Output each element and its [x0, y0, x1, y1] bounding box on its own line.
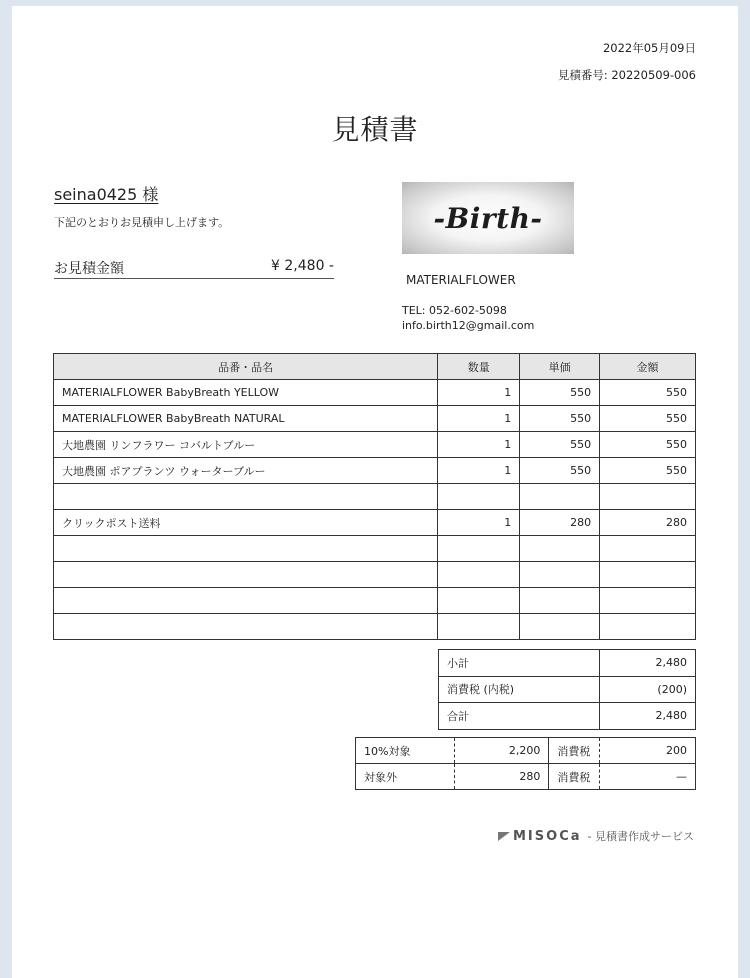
item-unit-price: 550: [520, 458, 600, 484]
total-row: [439, 703, 696, 730]
item-name: [54, 614, 438, 640]
item-quantity: [438, 562, 520, 588]
table-row: [54, 510, 696, 536]
company-name: MATERIALFLOWER: [406, 273, 516, 287]
header-item-name: 品番・品名: [54, 354, 438, 380]
item-name: 大地農園 ポアプランツ ウォーターブルー: [54, 458, 438, 484]
estimate-amount-value: ¥ 2,480 -: [271, 258, 334, 274]
item-unit-price: 280: [520, 510, 600, 536]
misoca-brand: MISOCa: [513, 828, 582, 844]
company-email: info.birth12@gmail.com: [402, 319, 535, 332]
item-unit-price: 550: [520, 432, 600, 458]
tax-value: —: [600, 764, 696, 790]
item-quantity: 1: [438, 510, 520, 536]
taxable-label: 10%対象: [356, 738, 455, 764]
intro-text: 下記のとおりお見積申し上げます。: [54, 216, 230, 229]
tax-label: 消費税 (内税): [439, 676, 600, 703]
tax-label: 消費税: [549, 764, 600, 790]
client-name: seina0425 様: [54, 185, 159, 204]
issue-date: 2022年05月09日: [602, 41, 696, 55]
exempt-label: 対象外: [356, 764, 455, 790]
item-name: MATERIALFLOWER BabyBreath YELLOW: [54, 380, 438, 406]
item-quantity: [438, 484, 520, 510]
items-table: [53, 353, 696, 640]
tax-breakdown-row: [356, 738, 696, 764]
estimate-amount-row: [54, 254, 334, 279]
table-row: [54, 614, 696, 640]
item-quantity: [438, 614, 520, 640]
item-amount: [600, 484, 696, 510]
table-row: [54, 562, 696, 588]
item-unit-price: [520, 562, 600, 588]
item-amount: [600, 588, 696, 614]
item-unit-price: 550: [520, 380, 600, 406]
item-quantity: 1: [438, 380, 520, 406]
totals-table: [438, 649, 696, 730]
item-unit-price: 550: [520, 406, 600, 432]
item-amount: 280: [600, 510, 696, 536]
item-name: [54, 536, 438, 562]
header-quantity: 数量: [438, 354, 520, 380]
item-amount: [600, 562, 696, 588]
item-name: [54, 588, 438, 614]
misoca-footer: [498, 828, 694, 844]
item-amount: 550: [600, 432, 696, 458]
item-quantity: [438, 588, 520, 614]
item-quantity: 1: [438, 432, 520, 458]
company-logo: -Birth-: [402, 182, 574, 254]
item-name: [54, 562, 438, 588]
item-amount: [600, 614, 696, 640]
item-quantity: 1: [438, 406, 520, 432]
table-header-row: [54, 354, 696, 380]
estimate-amount-label: お見積金額: [54, 261, 124, 277]
total-value: 2,480: [600, 703, 696, 730]
subtotal-value: 2,480: [600, 650, 696, 677]
misoca-service-text: - 見積書作成サービス: [587, 830, 694, 843]
item-unit-price: [520, 588, 600, 614]
item-name: クリックポスト送料: [54, 510, 438, 536]
table-row: [54, 458, 696, 484]
exempt-value: 280: [454, 764, 549, 790]
tax-breakdown-row: [356, 764, 696, 790]
tax-label: 消費税: [549, 738, 600, 764]
item-unit-price: [520, 614, 600, 640]
total-label: 合計: [439, 703, 600, 730]
table-row: [54, 588, 696, 614]
tax-breakdown-table: [355, 737, 696, 790]
subtotal-label: 小計: [439, 650, 600, 677]
item-unit-price: [520, 536, 600, 562]
estimate-number: 見積番号: 20220509-006: [557, 68, 696, 82]
item-quantity: [438, 536, 520, 562]
item-amount: 550: [600, 458, 696, 484]
header-amount: 金額: [600, 354, 696, 380]
tax-value: (200): [600, 676, 696, 703]
table-row: [54, 406, 696, 432]
item-name: MATERIALFLOWER BabyBreath NATURAL: [54, 406, 438, 432]
estimate-page: [12, 6, 738, 978]
item-amount: 550: [600, 380, 696, 406]
item-name: [54, 484, 438, 510]
misoca-logo-icon: [498, 832, 510, 841]
taxable-value: 2,200: [454, 738, 549, 764]
table-row: [54, 432, 696, 458]
header-unit-price: 単価: [520, 354, 600, 380]
item-unit-price: [520, 484, 600, 510]
table-row: [54, 484, 696, 510]
tax-row: [439, 676, 696, 703]
item-name: 大地農園 リンフラワー コバルトブルー: [54, 432, 438, 458]
subtotal-row: [439, 650, 696, 677]
table-row: [54, 536, 696, 562]
document-title: 見積書: [331, 113, 419, 146]
item-amount: 550: [600, 406, 696, 432]
table-row: [54, 380, 696, 406]
item-quantity: 1: [438, 458, 520, 484]
tax-value: 200: [600, 738, 696, 764]
item-amount: [600, 536, 696, 562]
company-tel: TEL: 052-602-5098: [402, 304, 507, 317]
